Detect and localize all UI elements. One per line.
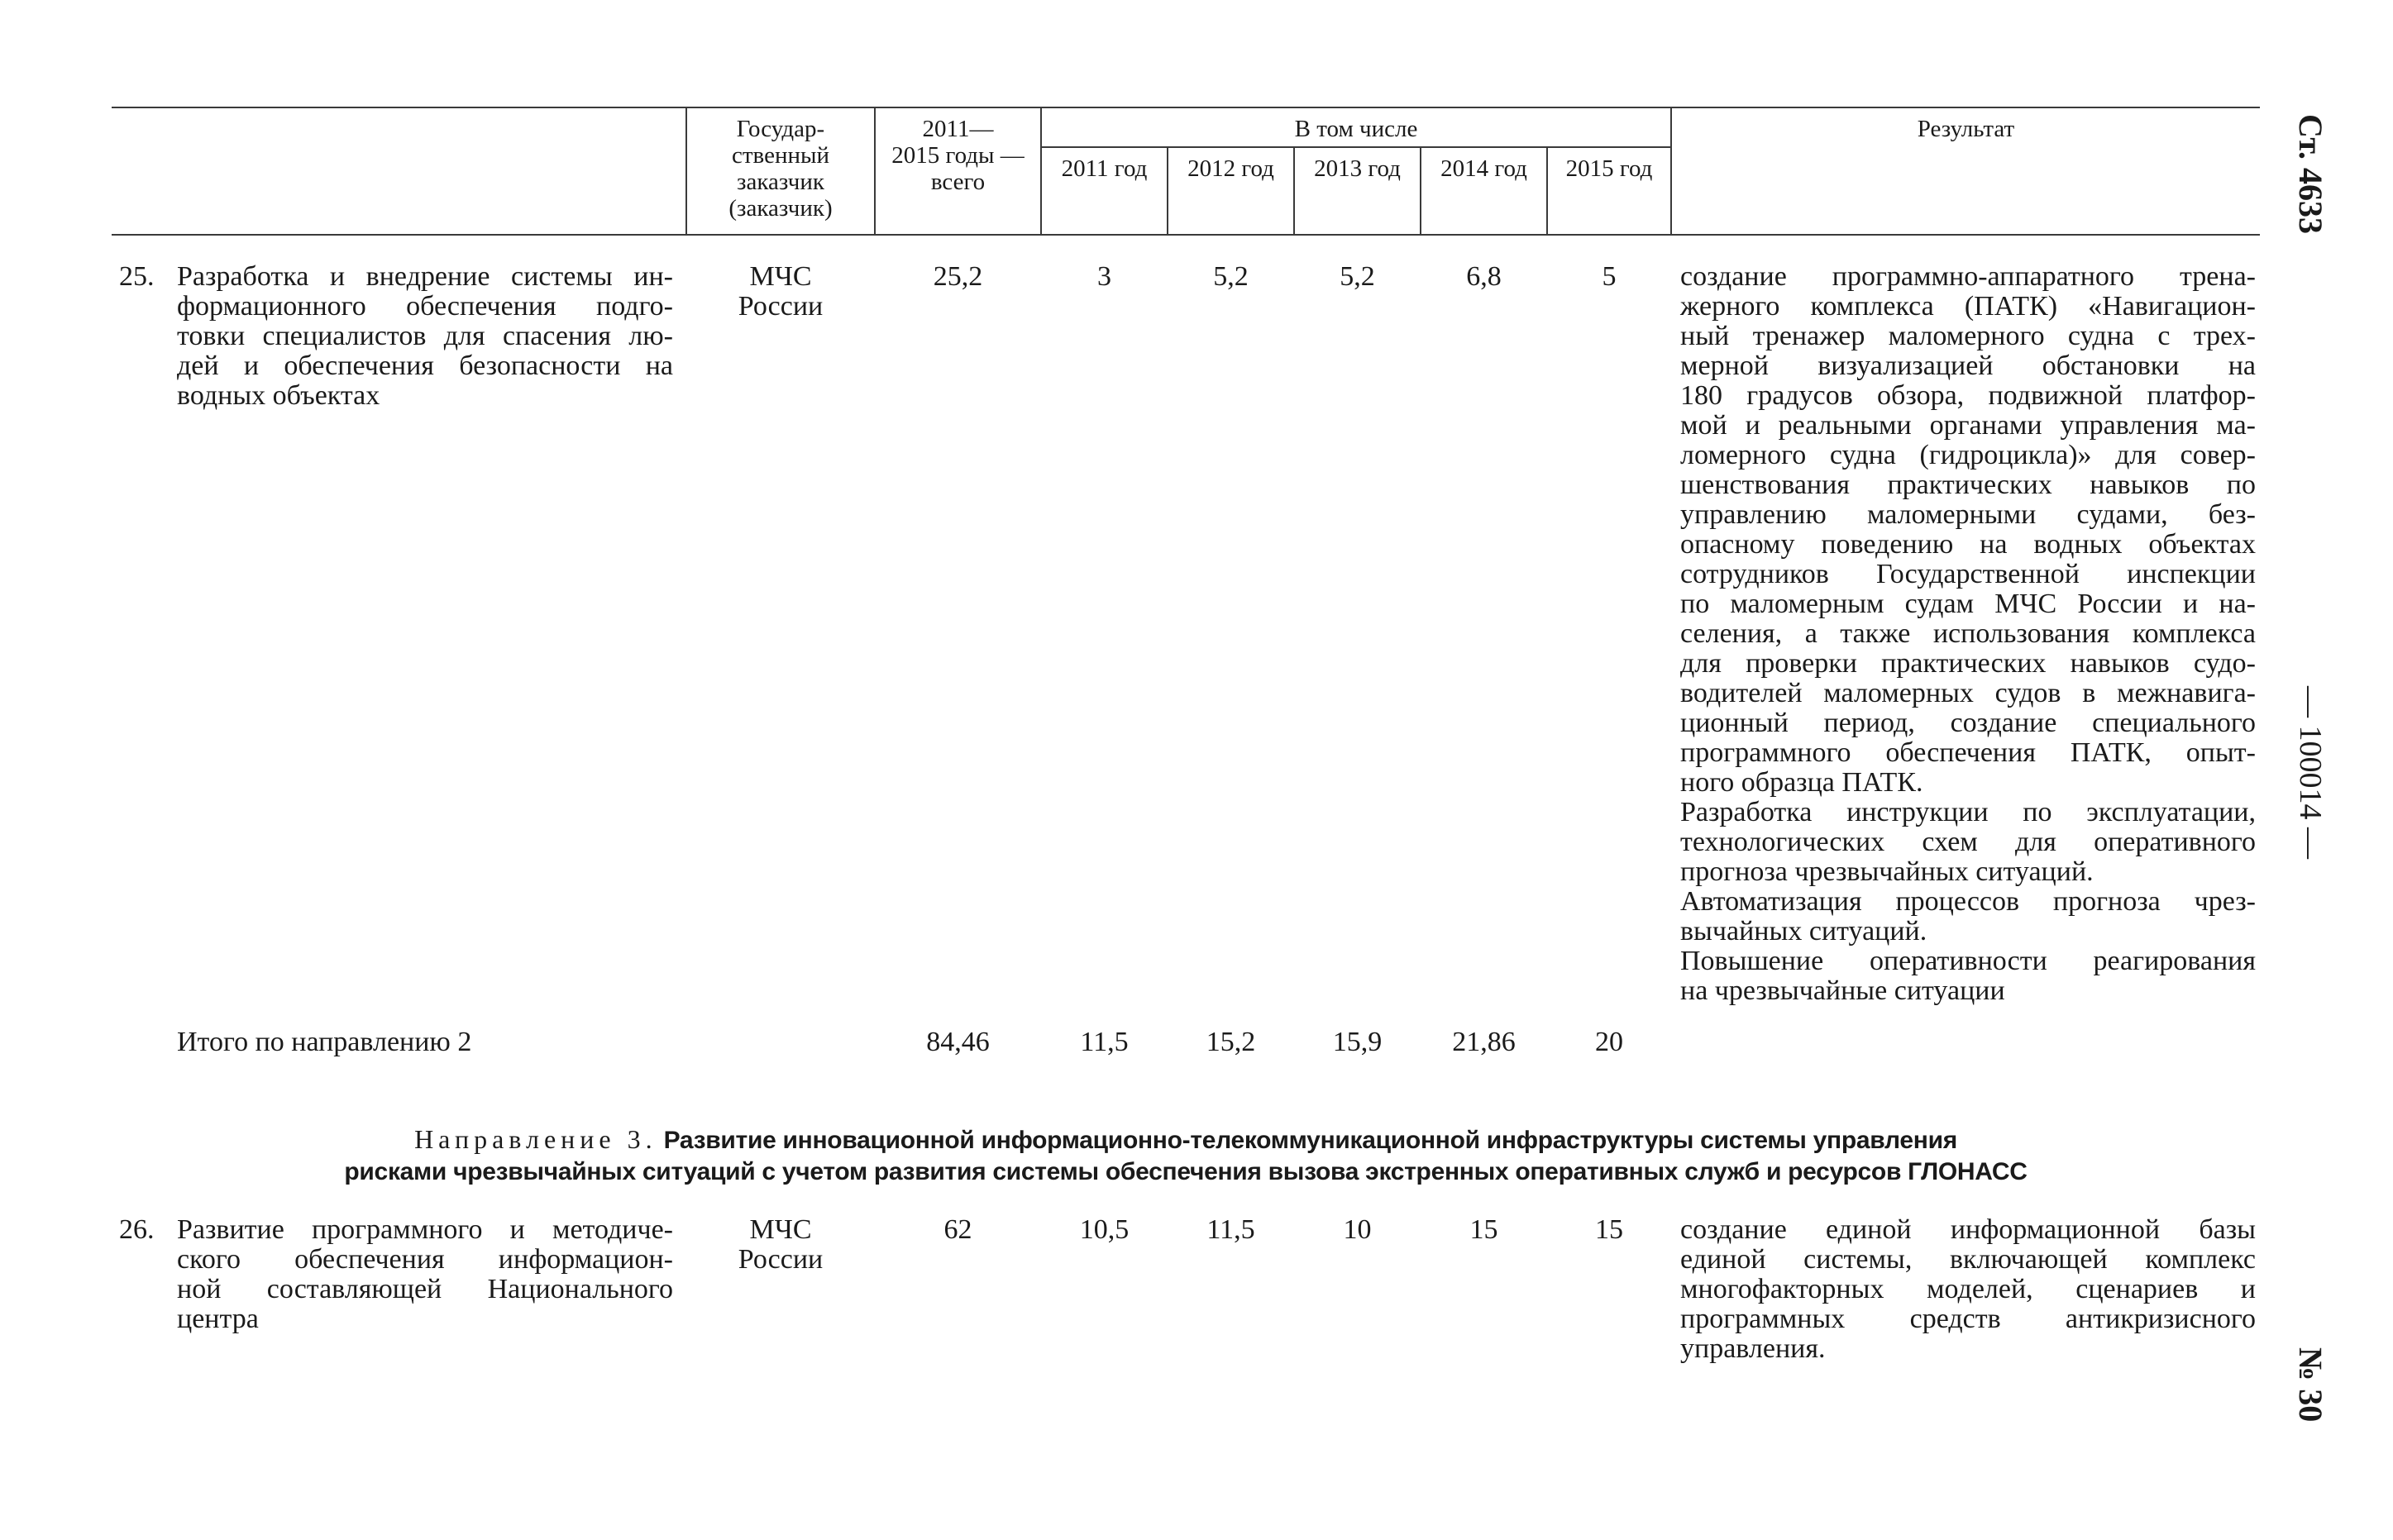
section-heading [112, 1124, 2260, 1187]
direction-total-2012: 15,2 [1206, 1027, 1256, 1057]
section-title-line2: рисками чрезвычайных ситуаций с учетом развития системы обеспечения вызова экстренных оперативных служб и ресурсов ГЛОНАСС [344, 1158, 2028, 1185]
header-year-2014: 2014 год [1440, 155, 1527, 182]
header-result: Результат [1917, 116, 2015, 142]
direction-total-2015: 20 [1595, 1027, 1623, 1057]
row-total: 25,2 [933, 261, 983, 292]
row-result: создание программно-аппаратного трена- жерного комплекса (ПАТК) «Навигацион- ный тренажер маломерного судна с трех- мерной визуализацией обстановки на 180 градусов обзора, подвижной платфор- мой и реальными органами управления ма- ломерного судна (гидроцикла)» для совер- шенствования практических навыков по управлению маломерными судами, без- опасному поведению на водных объектах сотрудников Государственной инспекции по маломерным судам МЧС России и на- селения, а также использования комплекса для проверки практических навыков судо- водителей маломерных судов в межнавига- ционный период, создание специального программного обеспечения ПАТК, опыт- ного образца ПАТК. Разработка инструкции по эксплуатации, технологических схем для оперативного прогноза чрезвычайных ситуаций. Автоматизация процессов прогноза чрез- вычайных ситуаций. Повышение оперативности реагирования на чрезвычайные ситуации [1680, 261, 2256, 1006]
header-year-2011: 2011 год [1061, 155, 1148, 182]
including-sub-rule [1040, 146, 1670, 148]
row-2013: 5,2 [1340, 261, 1375, 292]
row-name: Разработка и внедрение системы ин- формационного обеспечения подго- товки специалистов для спасения лю- дей и обеспечения безопасности на водных объектах [177, 261, 673, 411]
header-including: В том числе [1294, 116, 1418, 142]
row-2014: 15 [1469, 1214, 1498, 1245]
row-2011: 10,5 [1079, 1214, 1130, 1245]
header-total: 2011— 2015 годы — всего [891, 116, 1025, 195]
header-year-2015: 2015 год [1565, 155, 1653, 182]
row-2011: 3 [1097, 261, 1111, 292]
row-total: 62 [943, 1214, 972, 1245]
row-2015: 5 [1602, 261, 1617, 292]
header-year-2013: 2013 год [1314, 155, 1401, 182]
row-name: Развитие программного и методиче- ского обеспечения информацион- ной составляющей Национального центра [177, 1214, 673, 1334]
direction-total-sum: 84,46 [926, 1027, 990, 1057]
row-result: создание единой информационной базы единой системы, включающей комплекс многофакторных моделей, сценариев и программных средств антикризисного управления. [1680, 1214, 2256, 1364]
header-top-rule [112, 107, 2260, 108]
row-2015: 15 [1595, 1214, 1623, 1245]
header-bottom-rule [112, 234, 2260, 236]
row-customer: МЧС России [738, 261, 824, 322]
direction-total-2014: 21,86 [1452, 1027, 1516, 1057]
section-title-line1: Развитие инновационной информационно-телекоммуникационной инфраструктуры системы управления [663, 1127, 1957, 1154]
direction-total-label: Итого по направлению 2 [177, 1027, 472, 1057]
row-2013: 10 [1343, 1214, 1372, 1245]
row-number: 25. [119, 261, 155, 292]
direction-total-2013: 15,9 [1332, 1027, 1383, 1057]
row-number: 26. [119, 1214, 155, 1245]
row-2012: 11,5 [1206, 1214, 1255, 1245]
header-customer: Государ- ственный заказчик (заказчик) [728, 116, 833, 222]
row-customer: МЧС России [738, 1214, 824, 1275]
side-document-number: — 100014 — [2293, 686, 2328, 859]
row-2012: 5,2 [1213, 261, 1249, 292]
direction-total-2011: 11,5 [1080, 1027, 1129, 1057]
side-page-number: Ст. 4633 [2292, 114, 2329, 234]
section-prefix: Направление 3. [414, 1124, 657, 1154]
side-issue-number: № 30 [2292, 1347, 2329, 1423]
row-2014: 6,8 [1466, 261, 1502, 292]
header-year-2012: 2012 год [1187, 155, 1274, 182]
